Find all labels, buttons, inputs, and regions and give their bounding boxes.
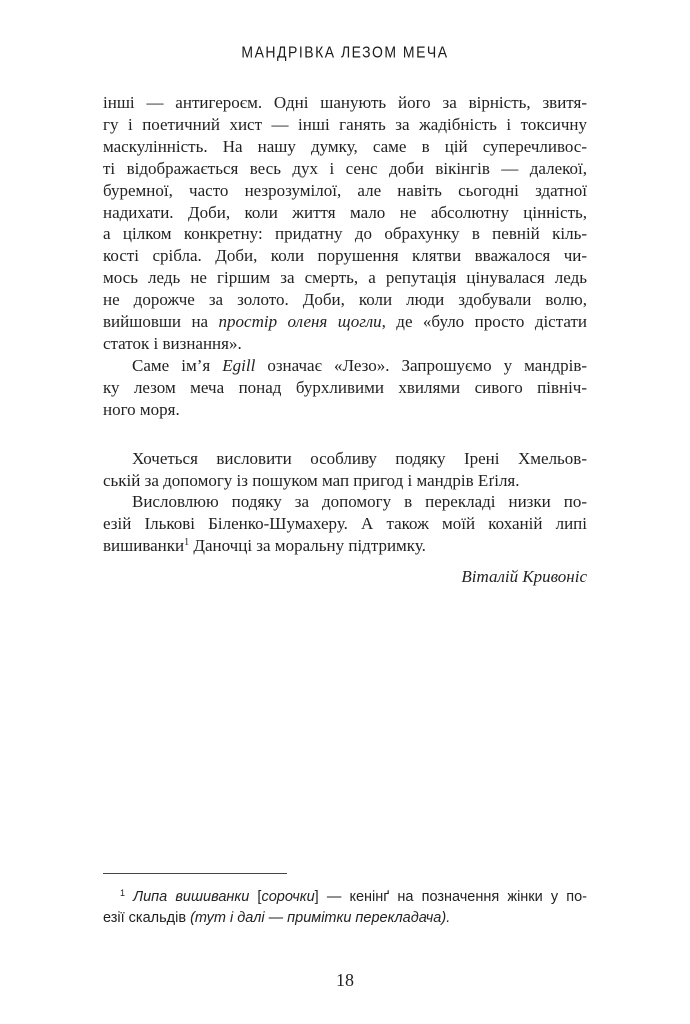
text-run: вишиванки bbox=[103, 536, 185, 556]
text-line bbox=[103, 92, 587, 114]
text-line bbox=[103, 114, 587, 136]
text-line bbox=[103, 267, 587, 289]
text-run: маскулінність. На нашу думку, саме в цій суперечливос- bbox=[103, 136, 587, 156]
text-line bbox=[103, 448, 587, 470]
italic-text: (тут і далі — примітки перекладача). bbox=[190, 910, 451, 926]
author-signature: Віталій Кривоніс bbox=[461, 567, 587, 586]
text-line bbox=[103, 180, 587, 202]
text-run: ській за допомогу із пошуком мап пригод і мандрів Еґіля. bbox=[103, 470, 520, 490]
text-run: ку лезом меча понад бурхливими хвилями сивого північ- bbox=[103, 377, 587, 397]
footnote-divider bbox=[103, 873, 287, 874]
text-line bbox=[103, 311, 587, 333]
body-text bbox=[103, 92, 587, 557]
text-line bbox=[103, 245, 587, 267]
text-line bbox=[103, 470, 587, 492]
text-line bbox=[103, 887, 587, 908]
text-line bbox=[103, 399, 587, 421]
text-run: буремної, часто незрозумілої, але навіть сьогодні здатної bbox=[103, 180, 587, 200]
text-run: вийшовши на bbox=[103, 312, 219, 332]
text-run: інші — антигероєм. Одні шанують його за вірність, звитя- bbox=[103, 93, 587, 112]
paragraph bbox=[103, 92, 587, 355]
text-line bbox=[103, 136, 587, 158]
page-number: 18 bbox=[336, 970, 354, 990]
text-run: Саме ім’я bbox=[132, 355, 223, 375]
text-line bbox=[103, 908, 587, 929]
text-run: ного моря. bbox=[103, 399, 180, 419]
text-run bbox=[125, 889, 133, 905]
text-run: Даночці за моральну підтримку. bbox=[189, 536, 426, 556]
text-run: надихати. Доби, коли життя мало не абсолютну цінність, bbox=[103, 202, 587, 222]
running-header: МАНДРІВКА ЛЕЗОМ МЕЧА bbox=[241, 42, 449, 62]
text-line bbox=[103, 202, 587, 224]
text-run: означає «Лезо». Запрошуємо у мандрів- bbox=[255, 355, 588, 375]
italic-text: Egill bbox=[222, 355, 256, 375]
paragraph bbox=[103, 491, 587, 557]
text-line bbox=[103, 333, 587, 355]
footnote-marker: 1 bbox=[184, 537, 190, 549]
text-run: [ bbox=[249, 889, 262, 905]
text-run: гу і поетичний хист — інші ганять за жадібність і токсичну bbox=[103, 114, 587, 134]
text-run: кості срібла. Доби, коли порушення клятви вважалося чи- bbox=[103, 246, 587, 266]
text-run: а цілком конкретну: придатну до обрахунку в певній кіль- bbox=[103, 224, 587, 244]
paragraph bbox=[103, 355, 587, 421]
text-run: , де «було просто дістати bbox=[381, 312, 588, 332]
text-run: мось ледь не гіршим за смерть, а репутація цінувалася ледь bbox=[103, 268, 587, 288]
text-run: Хочеться висловити особливу подяку Ірені Хмельов- bbox=[132, 448, 587, 468]
text-line bbox=[103, 223, 587, 245]
text-run: Висловлюю подяку за допомогу в перекладі низки по- bbox=[132, 492, 587, 512]
italic-text: Липа вишиванки bbox=[133, 889, 250, 905]
text-run: статок і визнання». bbox=[103, 333, 242, 353]
text-line bbox=[103, 289, 587, 311]
footnote bbox=[103, 887, 587, 929]
text-line bbox=[103, 355, 587, 377]
text-run: ] — кенінґ на позначення жінки у по- bbox=[314, 889, 588, 905]
text-line bbox=[103, 158, 587, 180]
text-line bbox=[103, 513, 587, 535]
text-run: ті відображається весь дух і сенс доби вікінгів — далекої, bbox=[103, 158, 587, 178]
footnote-marker: 1 bbox=[120, 888, 126, 898]
text-run: езій Ількові Біленко-Шумахеру. А також моїй коханій липі bbox=[103, 514, 587, 534]
italic-text: сорочки bbox=[261, 889, 315, 905]
text-line bbox=[103, 491, 587, 513]
text-run: езії скальдів bbox=[103, 910, 191, 926]
text-run: не дорожче за золото. Доби, коли люди здобували волю, bbox=[103, 290, 587, 310]
italic-text: простір оленя щогли bbox=[218, 312, 382, 332]
text-line bbox=[103, 377, 587, 399]
paragraph bbox=[103, 448, 587, 492]
text-line bbox=[103, 535, 587, 557]
